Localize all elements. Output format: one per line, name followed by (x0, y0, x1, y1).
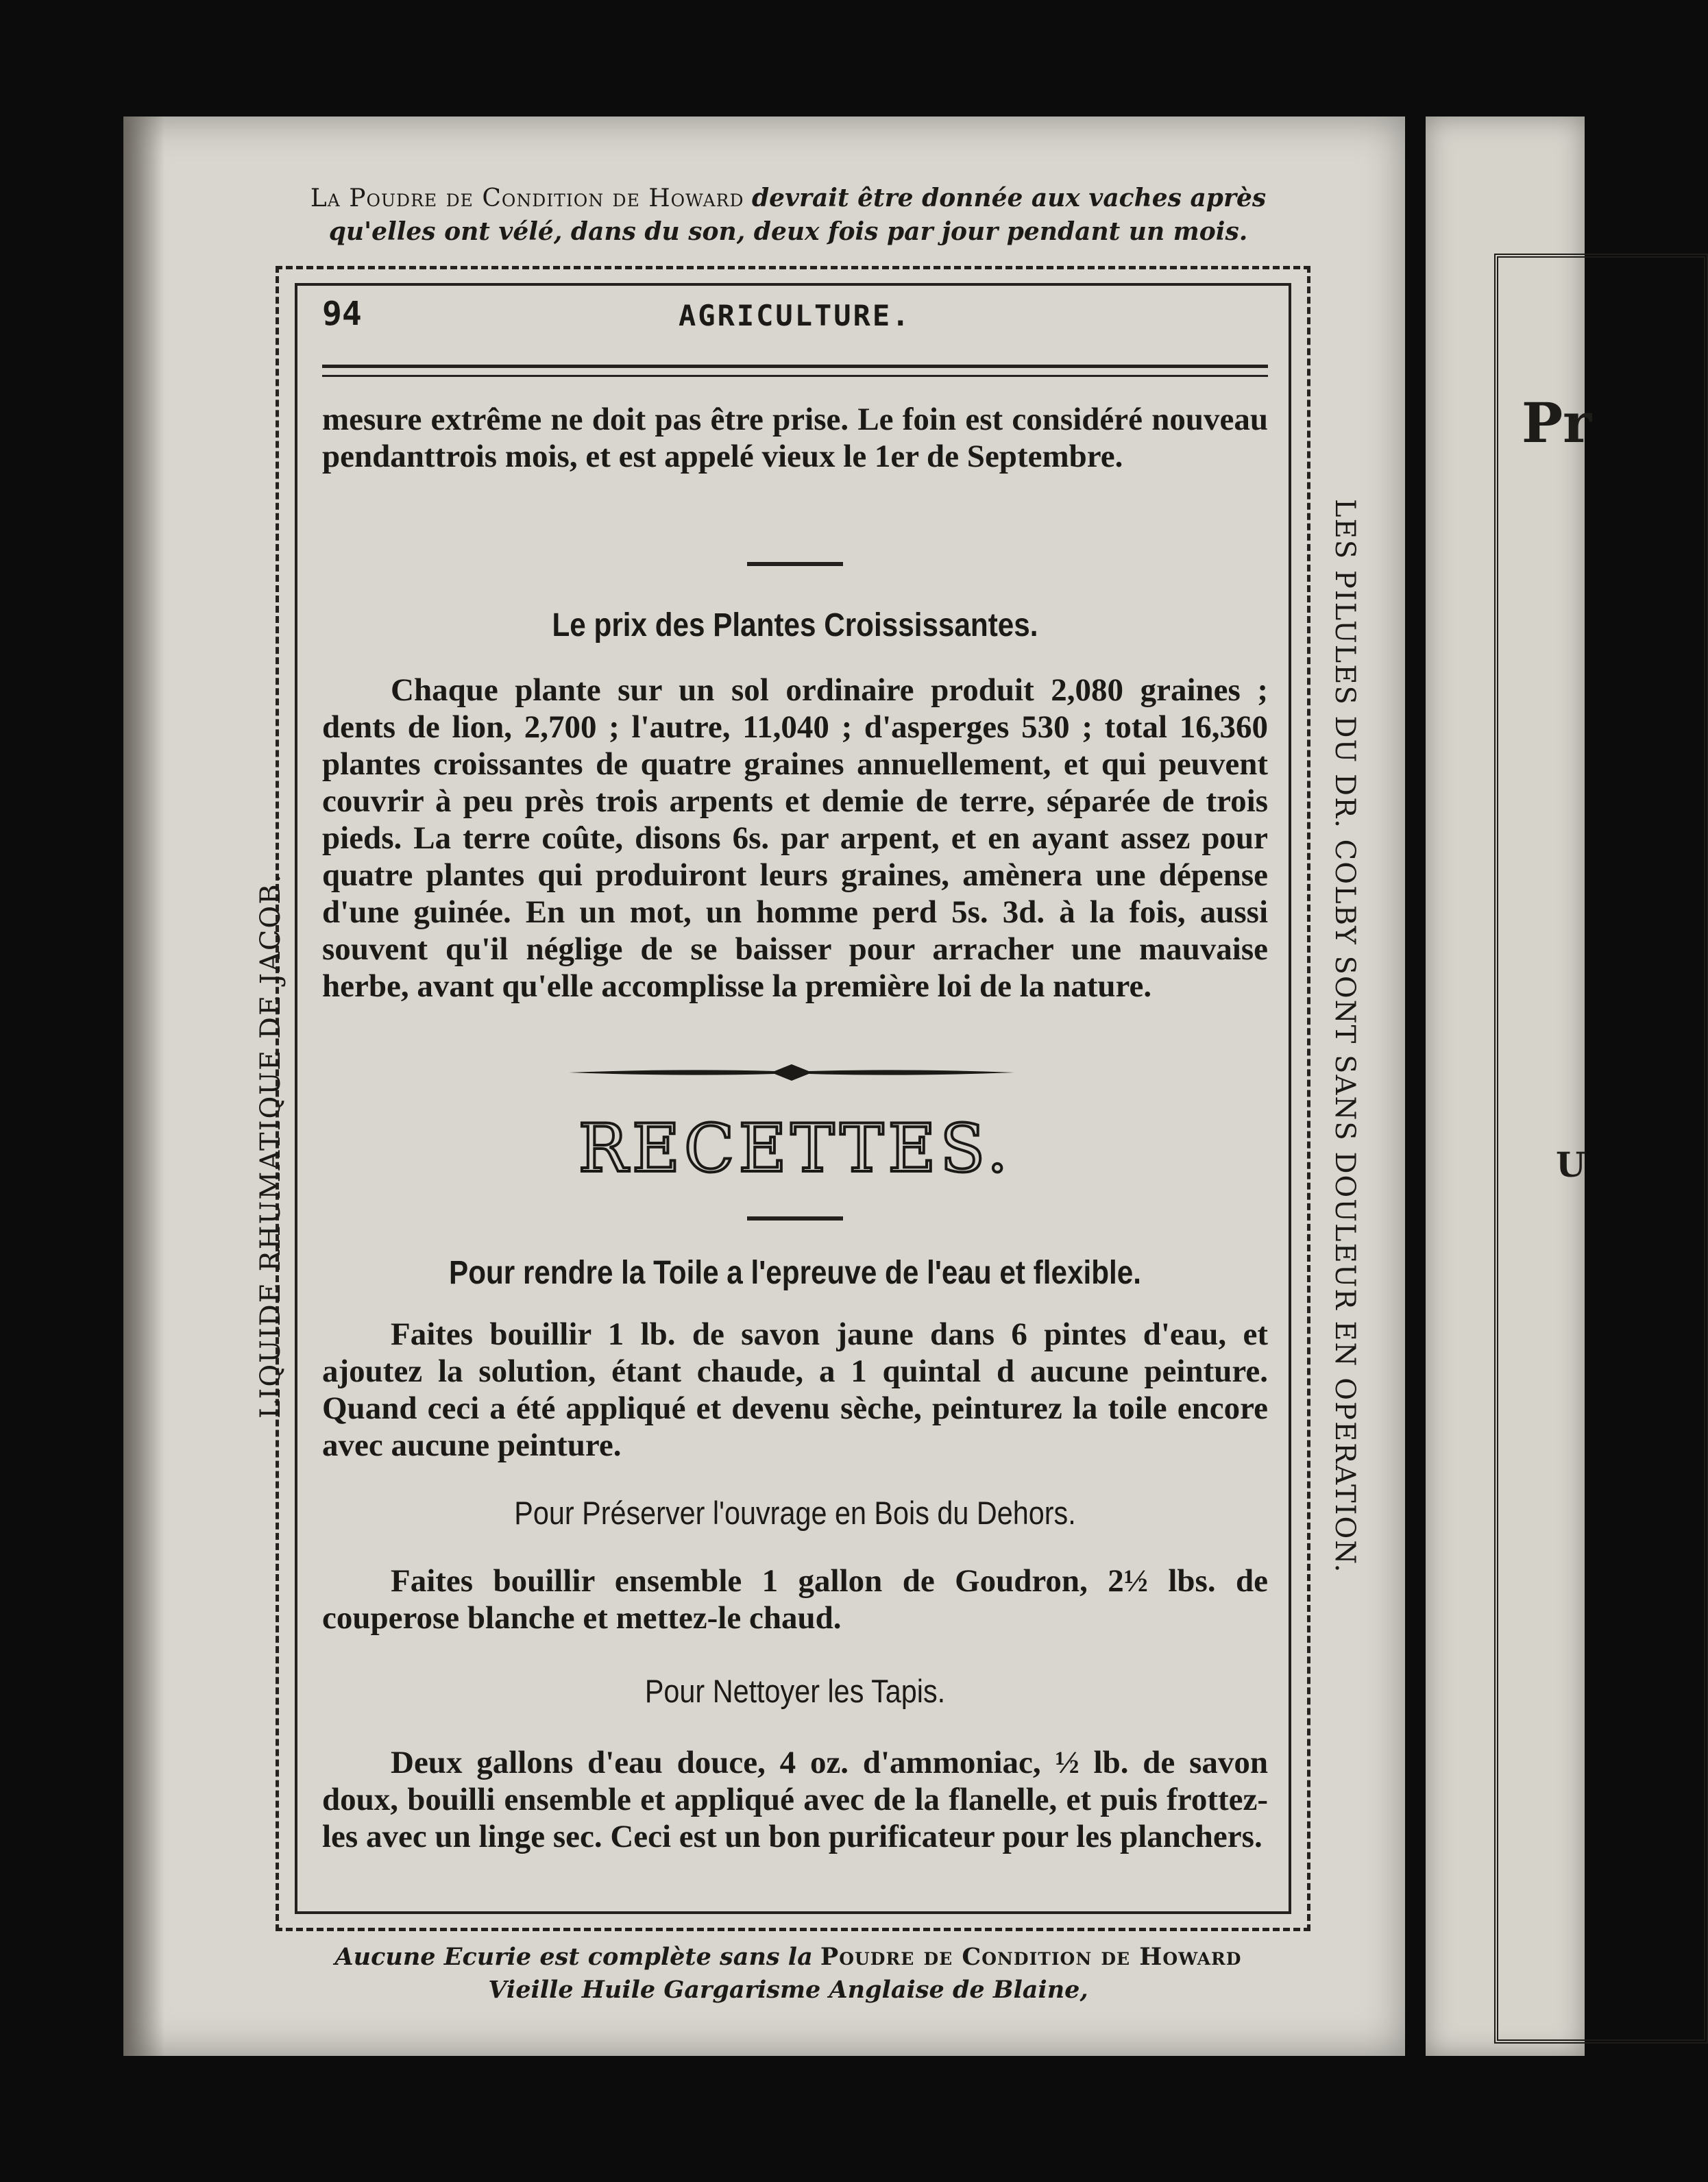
running-title: AGRICULTURE. (679, 299, 912, 332)
bottom-ad-caps: Poudre de Condition de Howard (820, 1943, 1242, 1971)
bottom-ad-italic-1: Aucune Ecurie est complète sans la (334, 1943, 813, 1971)
section-heading-plantes: Le prix des Plantes Croississantes. (552, 607, 1038, 643)
ornament-divider-icon (569, 1059, 1014, 1086)
recettes-title: RECETTES. (578, 1110, 1012, 1187)
recipe-text-bois: Faites bouillir ensemble 1 gallon de Goudron, 2½ lbs. de couperose blanche et mettez-le chaud. (322, 1563, 1268, 1636)
header-rule (322, 365, 1268, 377)
right-page-edge (1426, 117, 1592, 2056)
intro-paragraph: mesure extrême ne doit pas être prise. Le foin est considéré nouveau pendanttrois mois, et est appelé vieux le 1er de Septembre. (322, 402, 1268, 474)
top-ad-caps: La Poudre de Condition de Howard (310, 184, 744, 212)
recipe-heading-tapis: Pour Nettoyer les Tapis. (644, 1673, 946, 1709)
top-advertisement (226, 182, 1350, 248)
bottom-advertisement (226, 1941, 1350, 2007)
top-ad-italic-1: devrait être donnée aux vaches après (752, 184, 1267, 212)
recipe-heading-bois: Pour Préserver l'ouvrage en Bois du Dehors. (514, 1495, 1076, 1531)
right-page-frame (1494, 254, 1708, 2044)
left-margin-advert: LIQUIDE RHUMATIQUE DE JACOB. (255, 872, 286, 1419)
section-rule (747, 562, 843, 566)
running-head (322, 295, 1268, 336)
recipe-heading-toile: Pour rendre la Toile a l'epreuve de l'eau et flexible. (449, 1255, 1141, 1291)
recipe-text-toile: Faites bouillir 1 lb. de savon jaune dans 6 pintes d'eau, et ajoutez la solution, étant chaude, a 1 quintal d aucune peinture. Quand ceci a été appliqué et devenu sèche, peinturez la toile encore avec aucune peinture. (322, 1316, 1268, 1463)
page-number: 94 (322, 295, 362, 333)
top-ad-italic-2: qu'elles ont vélé, dans du son, deux fois par jour pendant un mois. (328, 217, 1248, 246)
right-page-fragment-a: Pr (1522, 391, 1592, 455)
recettes-rule (747, 1216, 843, 1221)
bottom-ad-italic-2: Vieille Huile Gargarisme Anglaise de Blaine, (488, 1976, 1088, 2004)
right-page-fragment-b: U (1556, 1144, 1586, 1185)
right-margin-advert: LES PILULES DU DR. COLBY SONT SANS DOULEUR EN OPERATION. (1329, 499, 1361, 1574)
recipe-text-tapis: Deux gallons d'eau douce, 4 oz. d'ammoniac, ½ lb. de savon doux, bouilli ensemble et appliqué avec de la flanelle, et puis frottez-les avec un linge sec. Ceci est un bon purificateur pour les planchers. (322, 1745, 1268, 1854)
inner-border (295, 283, 1291, 1914)
section-paragraph-plantes: Chaque plante sur un sol ordinaire produit 2,080 graines ; dents de lion, 2,700 ; l'autre, 11,040 ; d'asperges 530 ; total 16,360 plantes croissantes de quatre graines annuellement, et qui peuvent couvrir à peu près trois arpents et demie de terre, séparée de trois pieds. La terre coûte, disons 6s. par arpent, et en ayant assez pour quatre plantes qui produiront leurs graines, amènera une dépense d'une guinée. En un mot, un homme perd 5s. 3d. à la fois, aussi souvent qu'il néglige de se baisser pour arracher une mauvaise herbe, avant qu'elle accomplisse la première loi de la nature. (322, 672, 1268, 1004)
binding-shadow (123, 117, 164, 2056)
